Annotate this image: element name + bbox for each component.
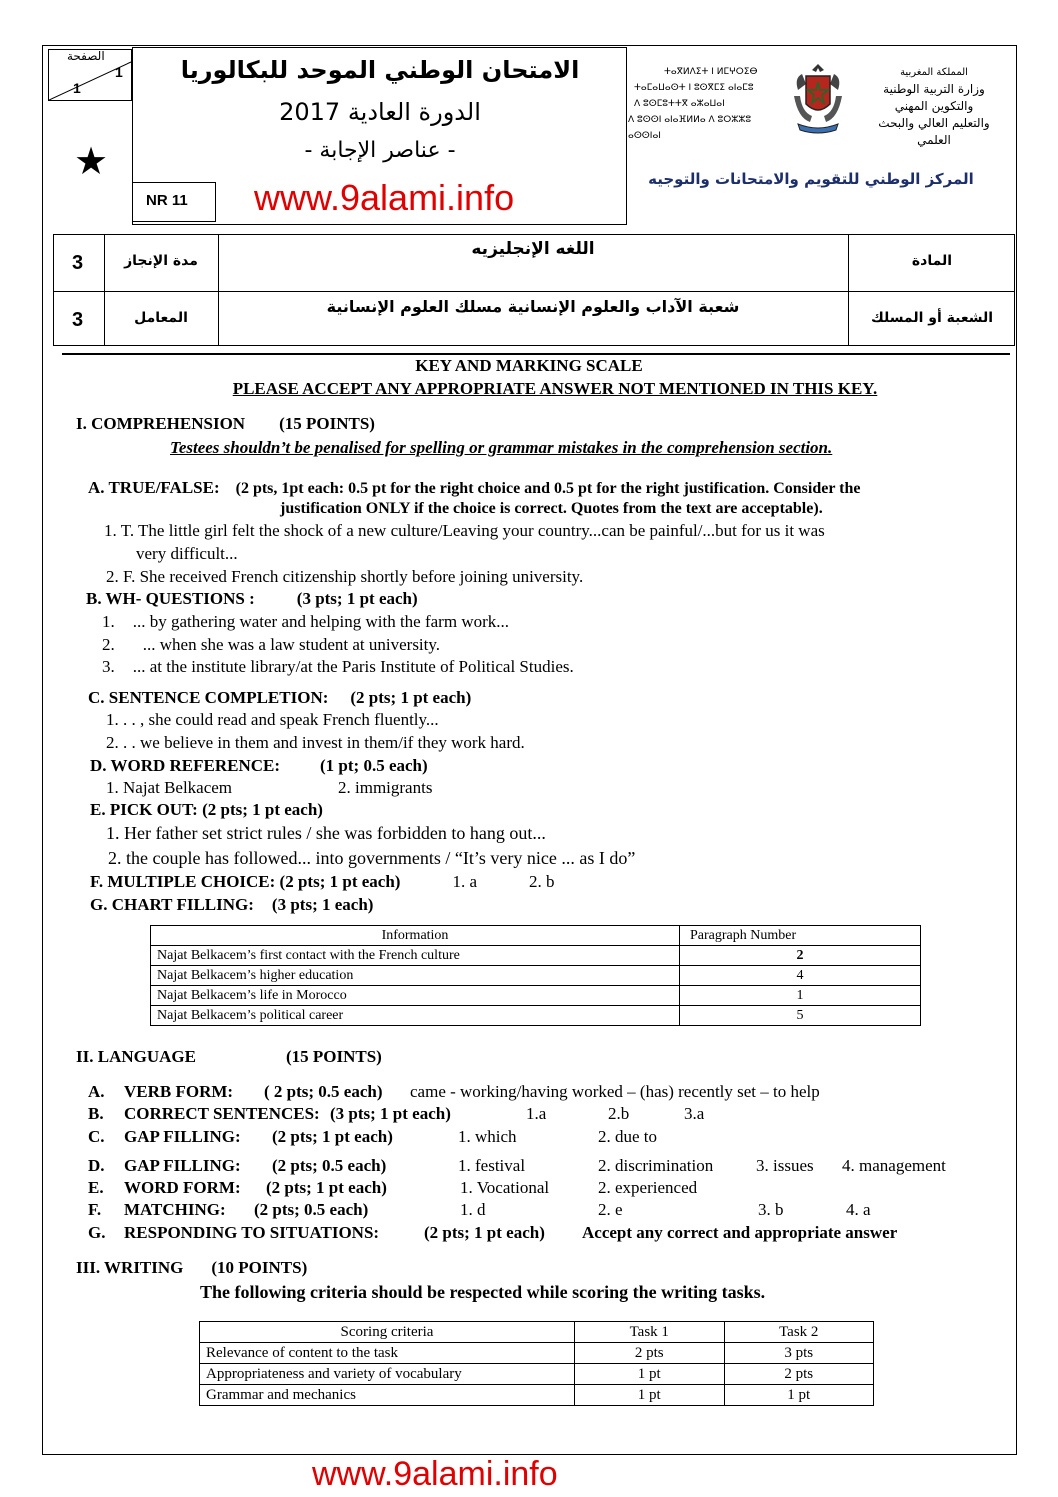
table-header: Task 2 xyxy=(724,1322,874,1343)
wh-answer: 1. ... by gathering water and helping with the farm work... xyxy=(102,612,510,631)
table-header: Task 1 xyxy=(575,1322,725,1343)
table-cell: Relevance of content to the task xyxy=(200,1343,575,1364)
chart-filling-table xyxy=(150,925,921,1026)
wh-answer: 3. ... at the institute library/at the Paris Institute of Political Studies. xyxy=(102,657,574,676)
table-cell: Najat Belkacem’s political career xyxy=(151,1006,680,1026)
wh-answer: 2. ... when she was a law student at university. xyxy=(102,635,441,654)
duration-label: مدة الإنجاز xyxy=(124,253,198,269)
key-note: PLEASE ACCEPT ANY APPROPRIATE ANSWER NOT MENTIONED IN THIS KEY. xyxy=(232,379,878,398)
watermark-bottom[interactable]: www.9alami.info xyxy=(312,1455,558,1493)
sentence-completion-heading: C. SENTENCE COMPLETION: (2 pts; 1 pt each) xyxy=(88,688,472,707)
separator-line xyxy=(62,353,1010,355)
language-heading: II. LANGUAGE (15 POINTS) xyxy=(76,1047,382,1066)
ministry-line: والتعليم العالي والبحث العلمي xyxy=(878,116,990,147)
tf-answer-2: 2. F. She received French citizenship shortly before joining university. xyxy=(106,567,584,586)
table-row xyxy=(151,966,921,986)
table-row xyxy=(151,946,921,966)
table-row xyxy=(151,986,921,1006)
language-item: B. CORRECT SENTENCES: (3 pts; 1 pt each) 1.a 2.b 3.a xyxy=(88,1104,705,1123)
pick-out-heading: E. PICK OUT: (2 pts; 1 pt each) xyxy=(90,800,323,819)
table-cell: 4 xyxy=(680,966,921,986)
table-cell: 2 pts xyxy=(575,1343,725,1364)
table-cell: 3 pts xyxy=(724,1343,874,1364)
reference-answer: 1. Najat Belkacem xyxy=(106,778,233,797)
coefficient-value: 3 xyxy=(72,309,84,331)
star-icon: ★ xyxy=(74,139,109,183)
coefficient-label: المعامل xyxy=(134,310,188,326)
tifinagh-line: ⵜⴰⴳⵍⴷⵉⵜ ⵏ ⵍⵎⵖⵔⵉⴱ xyxy=(664,67,758,77)
tifinagh-block xyxy=(628,64,763,144)
subject-name: اللغه الإنجليزيه xyxy=(471,239,595,259)
coat-of-arms-emblem xyxy=(790,60,846,136)
table-row xyxy=(200,1364,874,1385)
table-header: Paragraph Number xyxy=(680,926,921,946)
table-cell: 5 xyxy=(680,1006,921,1026)
wh-questions-heading: B. WH- QUESTIONS : (3 pts; 1 pt each) xyxy=(86,589,418,608)
subject-label: المادة xyxy=(911,253,953,269)
table-header: Scoring criteria xyxy=(200,1322,575,1343)
table-cell: Najat Belkacem’s first contact with the French culture xyxy=(151,946,680,966)
tifinagh-line: ⴷ ⵓⵙⵎⵓⵜⵜⴳ ⴰⵣⴰⵡⴰⵏ xyxy=(634,99,725,109)
page-label: الصفحة xyxy=(67,49,105,63)
true-false-rule: A. TRUE/FALSE: (2 pts, 1pt each: 0.5 pt for the right choice and 0.5 pt for the right justification. Consider the xyxy=(88,478,861,497)
language-item: A. VERB FORM: ( 2 pts; 0.5 each) came - working/having worked – (has) recently set – to help xyxy=(88,1082,820,1101)
page-number-box xyxy=(48,49,132,101)
page-total: 1 xyxy=(73,80,81,96)
language-item: F. MATCHING: (2 pts; 0.5 each) 1. d 2. e 3. b 4. a xyxy=(88,1200,871,1219)
page-current: 1 xyxy=(115,64,123,80)
table-row xyxy=(151,1006,921,1026)
tifinagh-line: ⵜⴰⵎⴰⵡⴰⵙⵜ ⵏ ⵓⵙⴳⵎⵉ ⴰⵏⴰⵎⵓ xyxy=(634,83,754,93)
writing-criteria-table xyxy=(199,1321,874,1406)
duration-value: 3 xyxy=(72,252,84,274)
language-item: G. RESPONDING TO SITUATIONS: (2 pts; 1 pt each) Accept any correct and appropriate answer xyxy=(88,1223,898,1242)
language-item: E. WORD FORM: (2 pts; 1 pt each) 1. Vocational 2. experienced xyxy=(88,1178,698,1197)
writing-heading: III. WRITING (10 POINTS) xyxy=(76,1258,308,1277)
table-row xyxy=(200,1385,874,1406)
table-row xyxy=(200,1343,874,1364)
multiple-choice: F. MULTIPLE CHOICE: (2 pts; 1 pt each) 1. a 2. b xyxy=(90,872,555,891)
ministry-line: والتكوين المهني xyxy=(894,99,974,113)
table-header: Information xyxy=(151,926,680,946)
completion-answer: 1. . . , she could read and speak French fluently... xyxy=(106,710,439,729)
exam-code: NR 11 xyxy=(146,192,188,209)
writing-note: The following criteria should be respected while scoring the writing tasks. xyxy=(200,1282,766,1302)
word-reference-heading: D. WORD REFERENCE: (1 pt; 0.5 each) xyxy=(90,756,428,775)
session: الدورة العادية 2017 xyxy=(279,98,481,126)
completion-answer: 2. . . we believe in them and invest in them/if they work hard. xyxy=(106,733,525,752)
comprehension-note: Testees shouldn’t be penalised for spelling or grammar mistakes in the comprehension section. xyxy=(170,438,833,457)
stream-name: شعبة الآداب والعلوم الإنسانية مسلك العلوم الإنسانية xyxy=(326,297,740,316)
subject-table xyxy=(53,234,1015,346)
reference-answer: 2. immigrants xyxy=(338,778,433,797)
table-cell: Grammar and mechanics xyxy=(200,1385,575,1406)
table-cell: 2 pts xyxy=(724,1364,874,1385)
tf-answer-1: 1. T. The little girl felt the shock of a new culture/Leaving your country...can be painful/...but for us it was xyxy=(104,521,825,540)
tifinagh-line: ⴷ ⵓⵙⵙⵏ ⴰⵏⴰⴼⵍⵍⴰ ⴷ ⵓⵔⵣⵣⵓ ⴰⵙⵙⵏⴰⵏ xyxy=(628,115,752,141)
table-cell: 1 pt xyxy=(575,1385,725,1406)
table-cell: Appropriateness and variety of vocabulary xyxy=(200,1364,575,1385)
ministry-line: وزارة التربية الوطنية xyxy=(883,82,985,96)
ministry-block xyxy=(860,64,1008,149)
table-cell: Najat Belkacem’s life in Morocco xyxy=(151,986,680,1006)
language-item: D. GAP FILLING: (2 pts; 0.5 each) 1. festival 2. discrimination 3. issues 4. management xyxy=(88,1156,946,1175)
true-false-rule-2: justification ONLY if the choice is correct. Quotes from the text are acceptable). xyxy=(280,500,823,517)
chart-filling-heading: G. CHART FILLING: (3 pts; 1 each) xyxy=(90,895,374,914)
subtitle: - عناصر الإجابة - xyxy=(304,138,456,163)
pick-out-answer: 2. the couple has followed... into governments / “It’s very nice ... as I do” xyxy=(108,848,636,868)
key-title: KEY AND MARKING SCALE xyxy=(415,356,643,375)
table-cell: 1 pt xyxy=(724,1385,874,1406)
table-cell: 1 xyxy=(680,986,921,1006)
ministry-line: المملكة المغربية xyxy=(900,67,968,78)
watermark-top[interactable]: www.9alami.info xyxy=(254,177,515,218)
stream-label: الشعبة أو المسلك xyxy=(870,310,994,326)
table-cell: 1 pt xyxy=(575,1364,725,1385)
table-cell: Najat Belkacem’s higher education xyxy=(151,966,680,986)
pick-out-answer: 1. Her father set strict rules / she was forbidden to hang out... xyxy=(106,823,546,843)
language-item: C. GAP FILLING: (2 pts; 1 pt each) 1. which 2. due to xyxy=(88,1127,658,1146)
tf-answer-1-cont: very difficult... xyxy=(136,544,238,563)
table-cell: 2 xyxy=(680,946,921,966)
comprehension-heading: I. COMPREHENSION (15 POINTS) xyxy=(76,414,375,433)
center-name: المركز الوطني للتقويم والامتحانات والتوجيه xyxy=(648,170,974,188)
exam-title: الامتحان الوطني الموحد للبكالوريا xyxy=(180,56,580,84)
